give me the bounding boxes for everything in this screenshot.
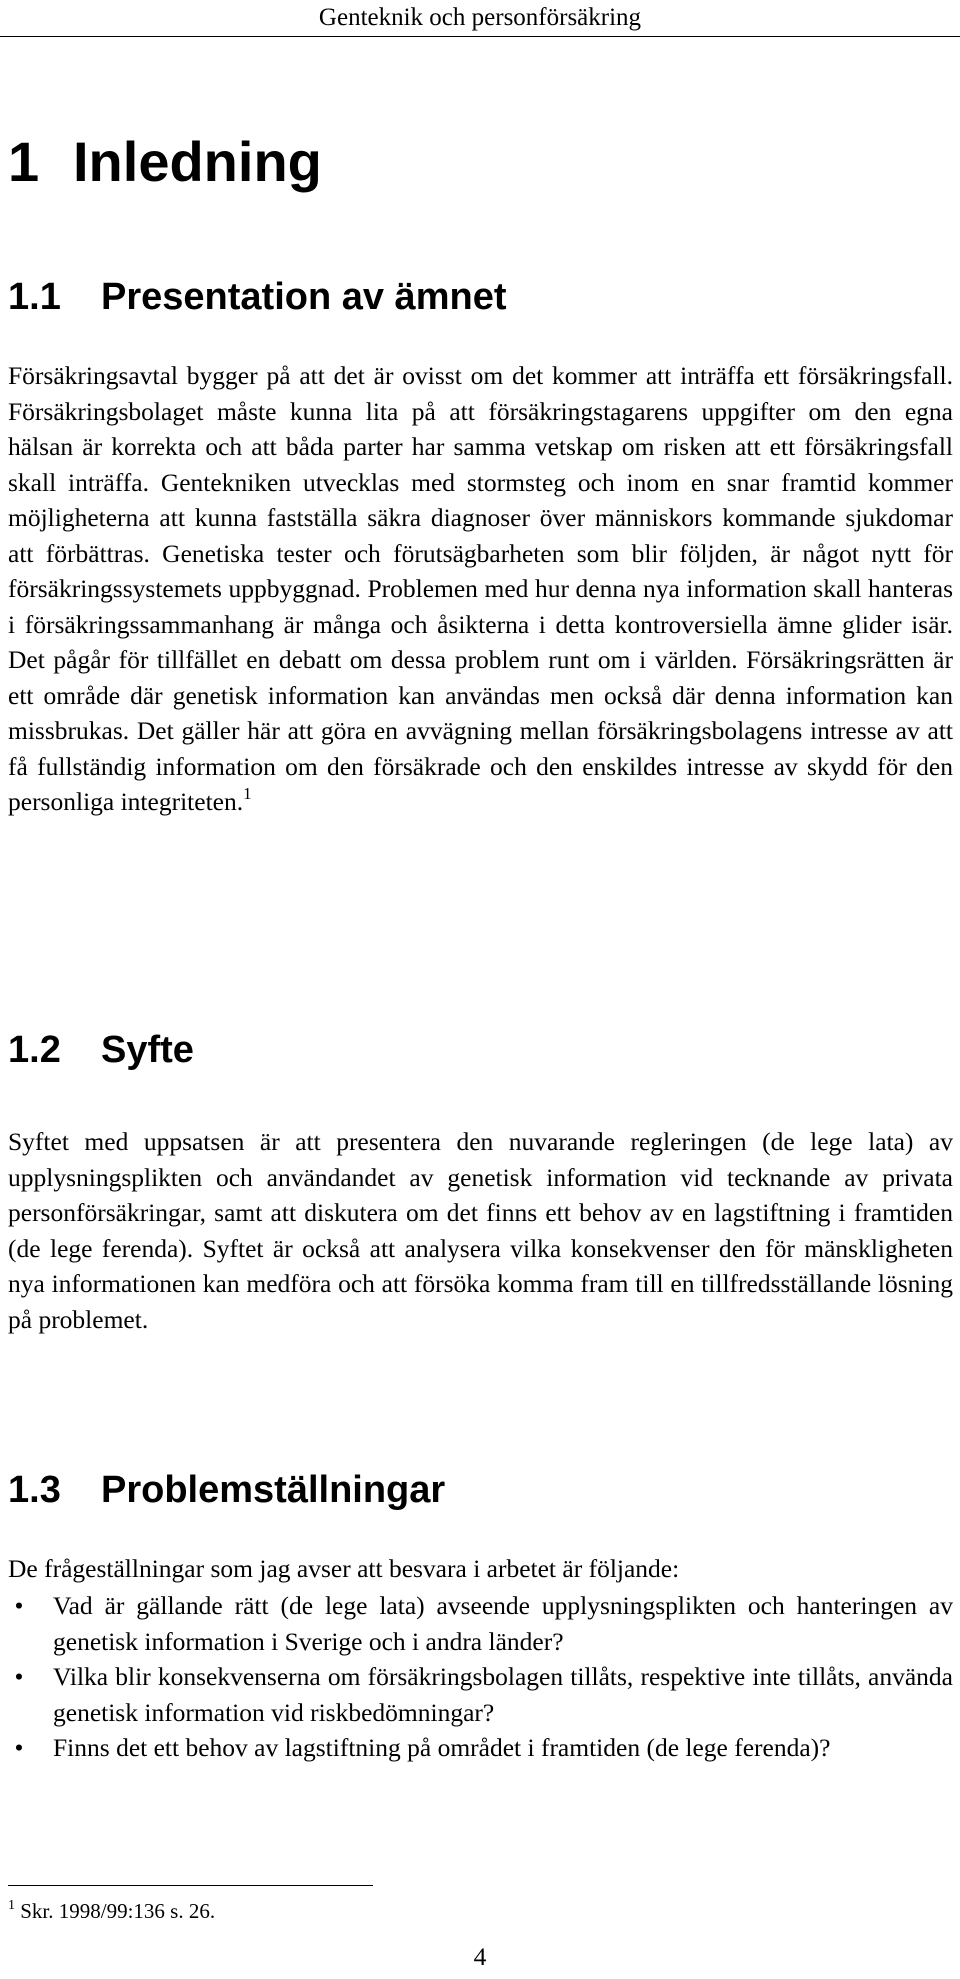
bullet-icon: • xyxy=(14,1591,24,1620)
list-item xyxy=(0,1588,953,1659)
chapter-title: Inledning xyxy=(73,130,322,193)
section-number: 1.2 xyxy=(8,1029,61,1071)
list-item xyxy=(0,1659,953,1730)
running-title: Genteknik och personförsäkring xyxy=(318,4,642,31)
list-item-text: Finns det ett behov av lagstiftning på området i framtiden (de lege ferenda)? xyxy=(53,1733,831,1762)
bullet-icon: • xyxy=(14,1662,24,1691)
footnote-text: Skr. 1998/99:136 s. 26. xyxy=(20,1899,216,1923)
section-title: Presentation av ämnet xyxy=(101,276,507,318)
section-number: 1.3 xyxy=(8,1469,61,1511)
running-header xyxy=(0,0,960,37)
syfte-paragraph: Syftet med uppsatsen är att presentera den nuvarande regleringen (de lege lata) av upplysningsplikten och användandet av genetisk information vid tecknande av privata personförsäkringar, samt att diskutera om det finns ett behov av en lagstiftning i framtiden (de lege ferenda). Syftet är också att analysera vilka konsekvenser den för mänskligheten nya informationen kan medföra och att försöka komma fram till en tillfredsställande lösning på problemet. xyxy=(8,1127,953,1334)
footnote-separator xyxy=(8,1885,373,1886)
list-item-text: Vilka blir konsekvenserna om försäkringsbolagen tillåts, respektive inte tillåts, använda genetisk information vid riskbedömningar? xyxy=(53,1662,953,1727)
presentation-paragraph xyxy=(8,358,953,820)
section-heading-presentation xyxy=(8,274,506,320)
section-title: Problemställningar xyxy=(101,1469,446,1511)
section-number: 1.1 xyxy=(8,276,61,318)
section-title: Syfte xyxy=(101,1029,194,1071)
list-item-text: Vad är gällande rätt (de lege lata) avseende upplysningsplikten och hanteringen av genetisk information i Sverige och i andra länder? xyxy=(53,1591,953,1656)
footnote-reference: 1 xyxy=(243,784,252,803)
chapter-heading xyxy=(8,127,322,197)
section-heading-syfte xyxy=(8,1027,194,1073)
page-number: 4 xyxy=(473,1942,487,1971)
bullet-icon: • xyxy=(14,1733,24,1762)
question-list xyxy=(0,1588,953,1766)
paragraph-text: Försäkringsavtal bygger på att det är ovisst om det kommer att inträffa ett försäkringsfall. Försäkringsbolaget måste kunna lita på att försäkringstagarens uppgifter om den egna hälsan är korrekta och att båda parter har samma vetskap om risken att ett försäkringsfall skall inträffa. Gentekniken utvecklas med stormsteg och inom en snar framtid kommer möjligheterna att kunna fastställa säkra diagnoser över människors kommande sjukdomar att förbättras. Genetiska tester och förutsägbarheten som blir följden, är något nytt för försäkringssystemets uppbyggnad. Problemen med hur denna nya information skall hanteras i försäkringssammanhang är många och åsikterna i detta kontroversiella ämne glider isär. Det pågår för tillfället en debatt om dessa problem runt om i världen. Försäkringsrätten är ett område där genetisk information kan användas men också där denna information kan missbrukas. Det gäller här att göra en avvägning mellan försäkringsbolagens intresse av att få fullständig information om den försäkrade och den enskildes intresse av skydd för den personliga integriteten. xyxy=(8,361,953,816)
footnote-marker: 1 xyxy=(8,1898,15,1913)
list-item xyxy=(0,1730,953,1766)
footnote xyxy=(8,1897,215,1925)
problem-intro: De frågeställningar som jag avser att besvara i arbetet är följande: xyxy=(8,1554,680,1583)
chapter-number: 1 xyxy=(8,130,40,193)
section-heading-problemstallningar xyxy=(8,1467,445,1513)
